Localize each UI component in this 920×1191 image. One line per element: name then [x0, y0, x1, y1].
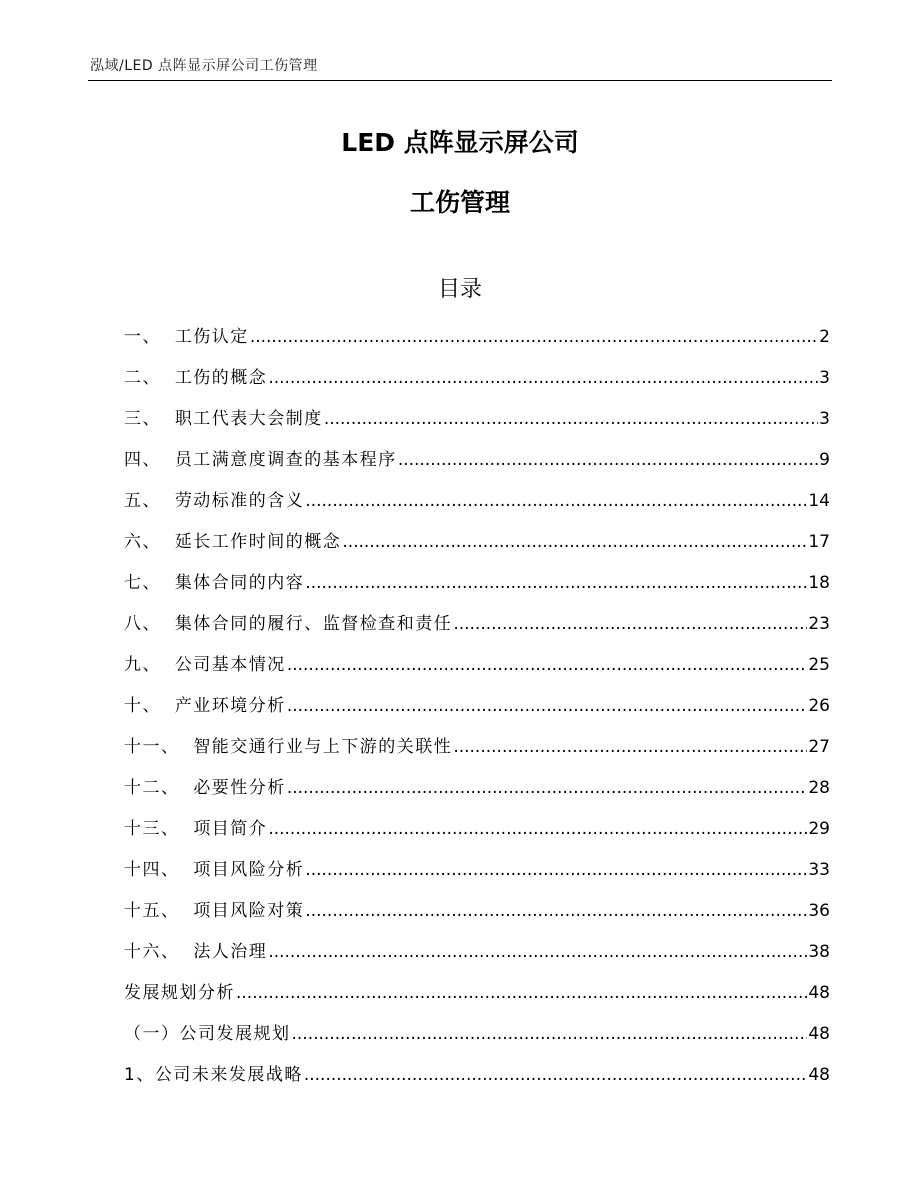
toc-entry-page: 33 [808, 860, 830, 880]
toc-entry-spacer [180, 860, 194, 880]
toc-entry-label: （一）公司发展规划 [124, 1024, 291, 1044]
toc-entry-page: 48 [808, 1024, 830, 1044]
toc-dot-leader [305, 901, 807, 921]
toc-dot-leader [304, 1065, 808, 1085]
toc-dot-leader [305, 573, 807, 593]
toc-entry[interactable] [124, 978, 830, 1019]
toc-entry-label: 产业环境分析 [174, 696, 286, 716]
toc-entry-label: 工伤的概念 [174, 368, 268, 388]
toc-entry[interactable] [124, 445, 830, 486]
toc-entry[interactable] [124, 732, 830, 773]
toc-entry[interactable] [124, 1019, 830, 1060]
toc-entry[interactable] [124, 896, 830, 937]
toc-entry[interactable] [124, 568, 830, 609]
toc-entry-number: 十二、 [124, 778, 180, 798]
toc-entry-number: 十五、 [124, 901, 180, 921]
toc-dot-leader [268, 368, 818, 388]
toc-entry-spacer [180, 942, 194, 962]
toc-entry-number: 十三、 [124, 819, 180, 839]
toc-entry-label: 项目风险对策 [193, 901, 305, 921]
toc-dot-leader [398, 450, 818, 470]
toc-entry-page: 28 [808, 778, 830, 798]
toc-entry[interactable] [124, 814, 830, 855]
toc-entry[interactable] [124, 937, 830, 978]
toc-entry-number: 八、 [124, 614, 161, 634]
toc-entry-label: 延长工作时间的概念 [174, 532, 342, 552]
toc-entry-page: 26 [808, 696, 830, 716]
running-header: 泓域/LED 点阵显示屏公司工伤管理 [90, 58, 318, 74]
toc-dot-leader [287, 778, 808, 798]
toc-entry-spacer [161, 491, 175, 511]
toc-entry-label: 集体合同的内容 [174, 573, 305, 593]
toc-entry-number: 十、 [124, 696, 161, 716]
toc-entry-spacer [161, 655, 175, 675]
toc-entry-spacer [161, 532, 175, 552]
toc-entry-page: 14 [808, 491, 830, 511]
toc-entry-spacer [161, 368, 175, 388]
toc-entry-page: 38 [808, 942, 830, 962]
toc-entry-spacer [180, 778, 194, 798]
toc-entry-spacer [180, 901, 194, 921]
toc-heading: 目录 [437, 277, 482, 302]
toc-entry-page: 25 [808, 655, 830, 675]
toc-entry[interactable] [124, 1060, 830, 1101]
toc-dot-leader [453, 614, 807, 634]
toc-entry[interactable] [124, 609, 830, 650]
toc-entry-spacer [161, 573, 175, 593]
toc-entry-page: 48 [808, 983, 830, 1003]
toc-entry-label: 智能交通行业与上下游的关联性 [193, 737, 453, 757]
toc-entry-page: 9 [819, 450, 830, 470]
toc-entry-page: 2 [819, 327, 830, 347]
toc-entry-page: 23 [808, 614, 830, 634]
toc-dot-leader [287, 696, 808, 716]
toc-entry-spacer [161, 450, 175, 470]
toc-entry-label: 工伤认定 [174, 327, 249, 347]
toc-entry-number: 十六、 [124, 942, 180, 962]
toc-dot-leader [292, 1024, 808, 1044]
toc-entry-label: 职工代表大会制度 [174, 409, 323, 429]
toc-dot-leader [305, 491, 807, 511]
toc-dot-leader [324, 409, 818, 429]
toc-entry-spacer [161, 696, 175, 716]
toc-dot-leader [342, 532, 807, 552]
toc-entry[interactable] [124, 322, 830, 363]
toc-dot-leader [268, 942, 807, 962]
toc-entry-label: 发展规划分析 [124, 983, 235, 1003]
toc-entry-label: 法人治理 [193, 942, 268, 962]
toc-entry-page: 17 [808, 532, 830, 552]
document-subtitle: 工伤管理 [409, 188, 510, 217]
toc-entry-page: 27 [808, 737, 830, 757]
toc-entry-number: 十四、 [124, 860, 180, 880]
toc-entry-spacer [180, 819, 194, 839]
toc-entry-spacer [180, 737, 194, 757]
toc-entry-page: 48 [808, 1065, 830, 1085]
toc-dot-leader [453, 737, 807, 757]
toc-dot-leader [268, 819, 807, 839]
toc-entry-number: 六、 [124, 532, 161, 552]
toc-dot-leader [305, 860, 807, 880]
toc-dot-leader [236, 983, 807, 1003]
toc-entry-page: 18 [808, 573, 830, 593]
toc-entry[interactable] [124, 404, 830, 445]
toc-entry[interactable] [124, 527, 830, 568]
toc-entry-number: 一、 [124, 327, 161, 347]
toc-entry-label: 公司基本情况 [174, 655, 286, 675]
toc-entry[interactable] [124, 650, 830, 691]
toc-entry-page: 3 [819, 368, 830, 388]
toc-entry-page: 36 [808, 901, 830, 921]
toc-entry-spacer [161, 327, 175, 347]
toc-entry[interactable] [124, 855, 830, 896]
toc-dot-leader [287, 655, 808, 675]
toc-entry-spacer [161, 614, 175, 634]
toc-dot-leader [250, 327, 818, 347]
toc-entry-label: 必要性分析 [193, 778, 286, 798]
table-of-contents [124, 322, 830, 1101]
header-divider [88, 80, 832, 81]
toc-entry[interactable] [124, 486, 830, 527]
document-title: LED 点阵显示屏公司 [341, 128, 579, 157]
toc-entry-label: 项目风险分析 [193, 860, 305, 880]
toc-entry-label: 项目简介 [193, 819, 268, 839]
toc-entry-number: 七、 [124, 573, 161, 593]
toc-entry-page: 3 [819, 409, 830, 429]
toc-entry-label: 1、公司未来发展战略 [124, 1065, 303, 1085]
toc-entry-page: 29 [808, 819, 830, 839]
toc-entry-number: 五、 [124, 491, 161, 511]
toc-entry[interactable] [124, 691, 830, 732]
toc-entry-number: 四、 [124, 450, 161, 470]
toc-entry-number: 九、 [124, 655, 161, 675]
toc-entry-label: 劳动标准的含义 [174, 491, 305, 511]
toc-entry-number: 二、 [124, 368, 161, 388]
toc-entry-number: 十一、 [124, 737, 180, 757]
toc-entry-number: 三、 [124, 409, 161, 429]
toc-entry-spacer [161, 409, 175, 429]
toc-entry-label: 集体合同的履行、监督检查和责任 [174, 614, 453, 634]
toc-entry[interactable] [124, 363, 830, 404]
toc-entry-label: 员工满意度调查的基本程序 [174, 450, 397, 470]
toc-entry[interactable] [124, 773, 830, 814]
